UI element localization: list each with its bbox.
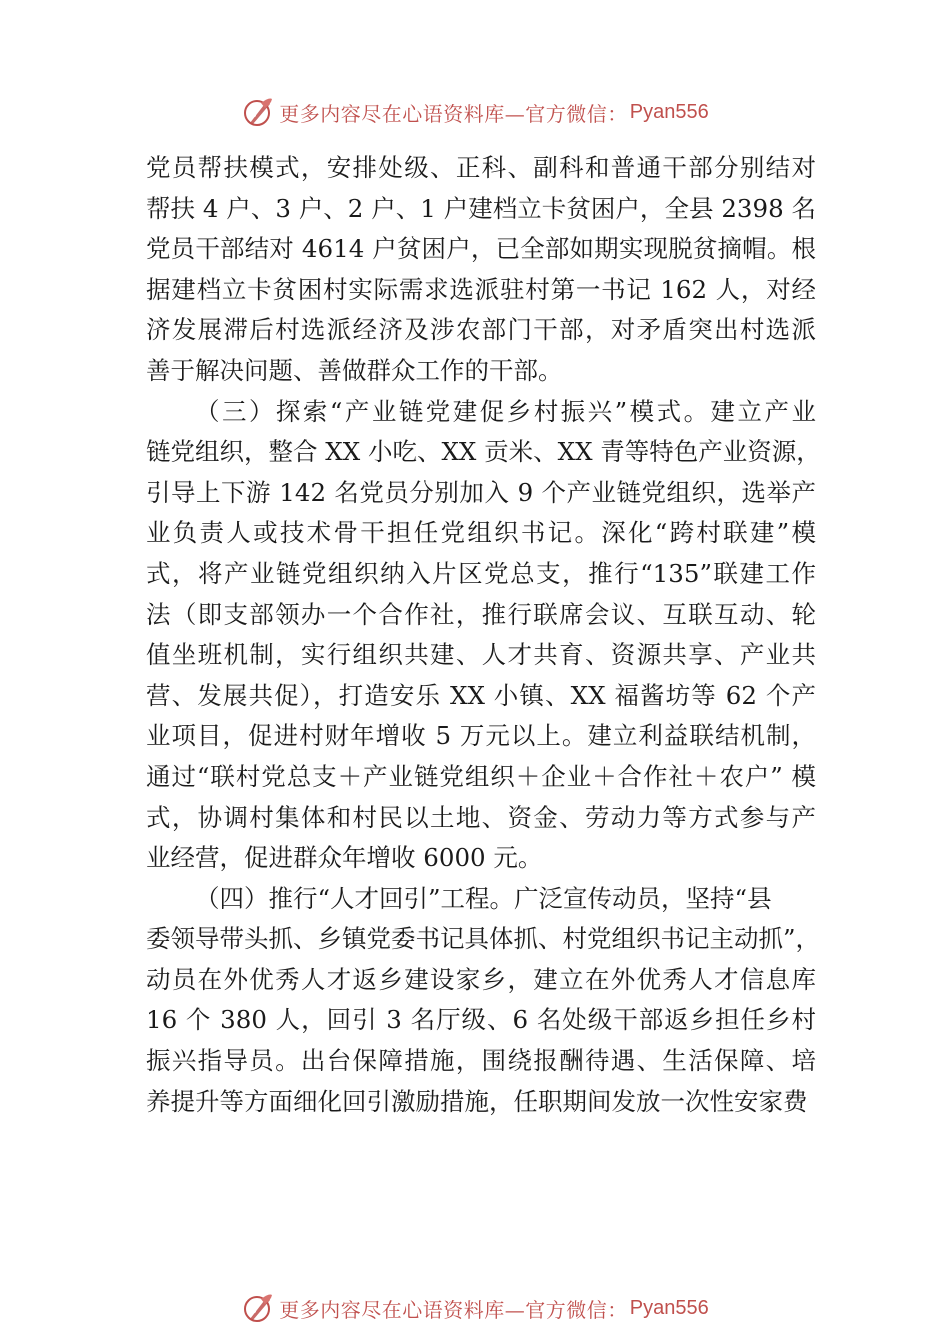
- text-line: 通过“联村党总支＋产业链党组织＋企业＋合作社＋农户” 模: [146, 761, 816, 791]
- text-line: 法（即支部领办一个合作社，推行联席会议、互联互动、轮: [146, 599, 816, 629]
- text-line: 党员干部结对 4614 户贫困户，已全部如期实现脱贫摘帽。根: [146, 234, 816, 264]
- text-line: 业负责人或技术骨干担任党组织书记。深化“跨村联建”模: [146, 518, 816, 548]
- header-watermark-text: 更多内容尽在心语资料库—官方微信：: [279, 101, 628, 126]
- header-watermark-id: Pyan556: [629, 100, 709, 123]
- text-line: 16 个 380 人，回引 3 名厅级、6 名处级干部返乡担任乡村: [146, 1005, 816, 1035]
- text-line: 据建档立卡贫困村实际需求选派驻村第一书记 162 人，对经: [146, 274, 816, 304]
- text-line: 值坐班机制，实行组织共建、人才共育、资源共享、产业共: [146, 640, 816, 670]
- text-line: 动员在外优秀人才返乡建设家乡，建立在外优秀人才信息库: [146, 964, 816, 994]
- footer-watermark: [0, 1288, 950, 1328]
- text-line: 引导上下游 142 名党员分别加入 9 个产业链党组织，选举产: [146, 477, 816, 507]
- text-line: 式，协调村集体和村民以土地、资金、劳动力等方式参与产: [146, 802, 816, 832]
- header-watermark: [0, 92, 950, 132]
- text-line: 帮扶 4 户、3 户、2 户、1 户建档立卡贫困户，全县 2398 名: [146, 193, 816, 223]
- text-line: 善于解决问题、善做群众工作的干部。: [146, 355, 563, 385]
- text-line: 业项目，促进村财年增收 5 万元以上。建立利益联结机制，: [146, 721, 816, 751]
- quill-logo-icon: [241, 95, 275, 129]
- text-line: 式，将产业链党组织纳入片区党总支，推行“135”联建工作: [146, 558, 816, 588]
- text-line: 党员帮扶模式，安排处级、正科、副科和普通干部分别结对: [146, 153, 816, 182]
- text-line: 委领导带头抓、乡镇党委书记具体抓、村党组织书记主动抓”，: [146, 924, 821, 954]
- text-line: 业经营，促进群众年增收 6000 元。: [146, 843, 543, 873]
- text-line: （三）探索“产业链党建促乡村振兴”模式。建立产业: [195, 396, 816, 426]
- text-line: （四）推行“人才回引”工程。广泛宣传动员，坚持“县: [195, 883, 772, 913]
- footer-watermark-id: Pyan556: [629, 1296, 709, 1319]
- footer-watermark-text: 更多内容尽在心语资料库—官方微信：: [279, 1297, 628, 1322]
- text-line: 济发展滞后村选派经济及涉农部门干部，对矛盾突出村选派: [146, 315, 816, 345]
- document-body: [146, 148, 821, 1122]
- text-line: 养提升等方面细化回引激励措施，任职期间发放一次性安家费: [146, 1086, 808, 1116]
- text-line: 振兴指导员。出台保障措施，围绕报酬待遇、生活保障、培: [146, 1046, 816, 1076]
- text-line: 营、发展共促），打造安乐 XX 小镇、XX 福酱坊等 62 个产: [146, 680, 816, 710]
- quill-logo-icon: [241, 1291, 275, 1325]
- text-line: 链党组织，整合 XX 小吃、XX 贡米、XX 青等特色产业资源，: [146, 437, 821, 467]
